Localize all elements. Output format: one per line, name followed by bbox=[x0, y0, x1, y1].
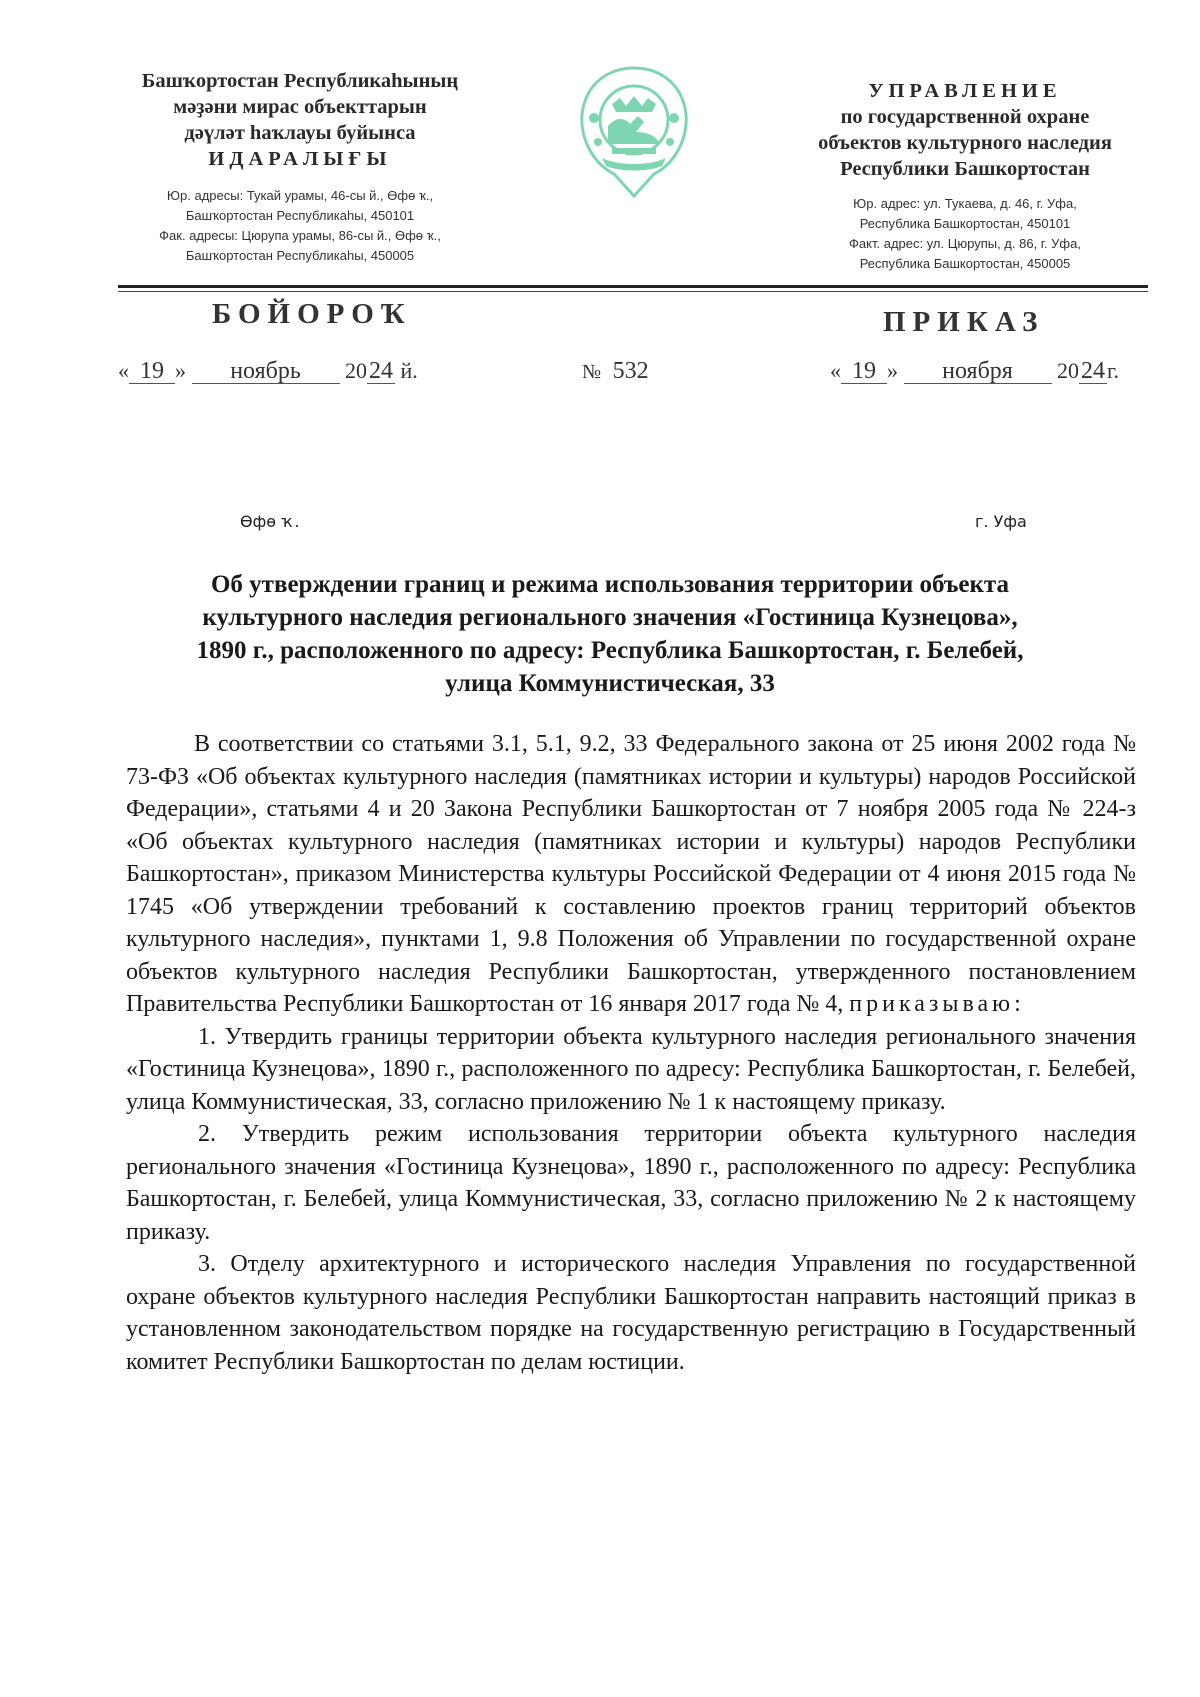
bashkortostan-coat-of-arms-icon bbox=[572, 62, 696, 202]
org-name-ba-line3: дәүләт һаҡлауы буйынса bbox=[184, 122, 416, 144]
document-title-line1: Об утверждении границ и режима использования территории объекта bbox=[210, 571, 1010, 598]
address-ba-line3: Фак. адресы: Цюрупа урамы, 86-сы й., Өфө ҡ., bbox=[159, 228, 441, 243]
address-ba-line4: Башҡортостан Республикаһы, 450005 bbox=[185, 248, 415, 263]
address-ba-line2: Башҡортостан Республикаһы, 450101 bbox=[185, 208, 415, 223]
date-ru-year-suffix: 24 bbox=[1081, 358, 1105, 384]
date-ba-month: ноябрь bbox=[192, 359, 340, 384]
header-divider-thin bbox=[118, 291, 1148, 292]
preamble-paragraph bbox=[126, 728, 1136, 1021]
order-number bbox=[582, 358, 649, 385]
address-ru-line2: Республика Башкортостан, 450101 bbox=[859, 216, 1071, 231]
header-left-organization bbox=[110, 68, 490, 266]
city-ba: Өфө ҡ. bbox=[240, 512, 300, 531]
date-ru: « 19 » ноября 2024г. bbox=[830, 358, 1120, 384]
org-name-ba-line4: ИДАРАЛЫҒЫ bbox=[208, 148, 392, 170]
city-ru: г. Уфа bbox=[975, 512, 1027, 531]
document-title bbox=[150, 568, 1070, 700]
org-name-ru-line3: объектов культурного наследия bbox=[818, 132, 1112, 154]
order-item-1: 1. Утвердить границы территории объекта культурного наследия регионального значения «Гостиница Кузнецова», 1890 г., расположенного по адресу: Республика Башкортостан, г. Белебей, улица Коммунистическая, 33, согласно приложению № 1 к настоящему приказу. bbox=[126, 1023, 1136, 1115]
document-title-line4: улица Коммунистическая, 33 bbox=[445, 670, 775, 697]
header-right-organization bbox=[795, 78, 1135, 274]
order-word: приказываю: bbox=[849, 991, 1025, 1017]
preamble-text: В соответствии со статьями 3.1, 5.1, 9.2, 33 Федерального закона от 25 июня 2002 года № 73-ФЗ «Об объектах культурного наследия (памятниках истории и культуры) народов Российской Федерации», статьями 4 и 20 Закона Республики Башкортостан от 7 ноября 2005 года № 224-з «Об объектах культурного наследия (памятниках истории и культуры) народов Республики Башкортостан», приказом Министерства культуры Российской Федерации от 4 июня 2015 года № 1745 «Об утверждении требований к составлению проектов границ территорий объектов культурного наследия», пунктами 1, 9.8 Положения об Управлении по государственной охране объектов культурного наследия Республики Башкортостан, утвержденного постановлением Правительства Республики Башкортостан от 16 января 2017 года № 4, bbox=[126, 731, 1136, 1017]
address-ba bbox=[110, 186, 490, 266]
document-title-line2: культурного наследия регионального значения «Гостиница Кузнецова», bbox=[202, 604, 1018, 631]
date-ru-year-mark: г. bbox=[1107, 358, 1120, 383]
address-ru-line4: Республика Башкортостан, 450005 bbox=[859, 256, 1071, 271]
date-ba-year-prefix: 20 bbox=[345, 358, 367, 383]
order-number-label: № bbox=[582, 361, 602, 383]
date-ba-year-suffix: 24 bbox=[369, 358, 393, 384]
date-ba-year-mark: й. bbox=[400, 358, 418, 383]
order-item-3: 3. Отделу архитектурного и исторического наследия Управления по государственной охране объектов культурного наследия Республики Башкортостан направить настоящий приказ в установленном законодательством порядке на государственную регистрацию в Государственный комитет Республики Башкортостан по делам юстиции. bbox=[126, 1251, 1136, 1375]
document-title-line3: 1890 г., расположенного по адресу: Республика Башкортостан, г. Белебей, bbox=[196, 637, 1024, 664]
date-ru-year-prefix: 20 bbox=[1057, 358, 1079, 383]
order-title-ba: БОЙОРОҠ bbox=[212, 298, 412, 330]
date-ba-day: 19 bbox=[129, 359, 175, 384]
header-divider-thick bbox=[118, 285, 1148, 288]
date-ba: « 19 » ноябрь 2024 й. bbox=[118, 358, 418, 384]
order-number-value: 532 bbox=[612, 358, 649, 384]
date-ru-month: ноября bbox=[904, 359, 1052, 384]
date-ru-day: 19 bbox=[841, 359, 887, 384]
org-name-ru-line4: Республики Башкортостан bbox=[840, 158, 1090, 180]
address-ba-line1: Юр. адресы: Тукай урамы, 46-сы й., Өфө ҡ., bbox=[166, 188, 434, 203]
address-ru bbox=[795, 194, 1135, 274]
org-name-ru-line1: УПРАВЛЕНИЕ bbox=[868, 80, 1062, 102]
org-name-ba-line1: Башҡортостан Республикаһының bbox=[141, 70, 459, 92]
org-name-ru-line2: по государственной охране bbox=[840, 106, 1090, 128]
document-body bbox=[126, 728, 1136, 1378]
address-ru-line3: Факт. адрес: ул. Цюрупы, д. 86, г. Уфа, bbox=[849, 236, 1081, 251]
org-name-ba-line2: мәҙәни мирас объекттарын bbox=[173, 96, 427, 118]
address-ru-line1: Юр. адрес: ул. Тукаева, д. 46, г. Уфа, bbox=[853, 196, 1077, 211]
order-item-2: 2. Утвердить режим использования территории объекта культурного наследия регионального значения «Гостиница Кузнецова», 1890 г., расположенного по адресу: Республика Башкортостан, г. Белебей, улица Коммунистическая, 33, согласно приложению № 2 к настоящему приказу. bbox=[126, 1121, 1136, 1245]
order-title-ru: ПРИКАЗ bbox=[883, 306, 1045, 338]
